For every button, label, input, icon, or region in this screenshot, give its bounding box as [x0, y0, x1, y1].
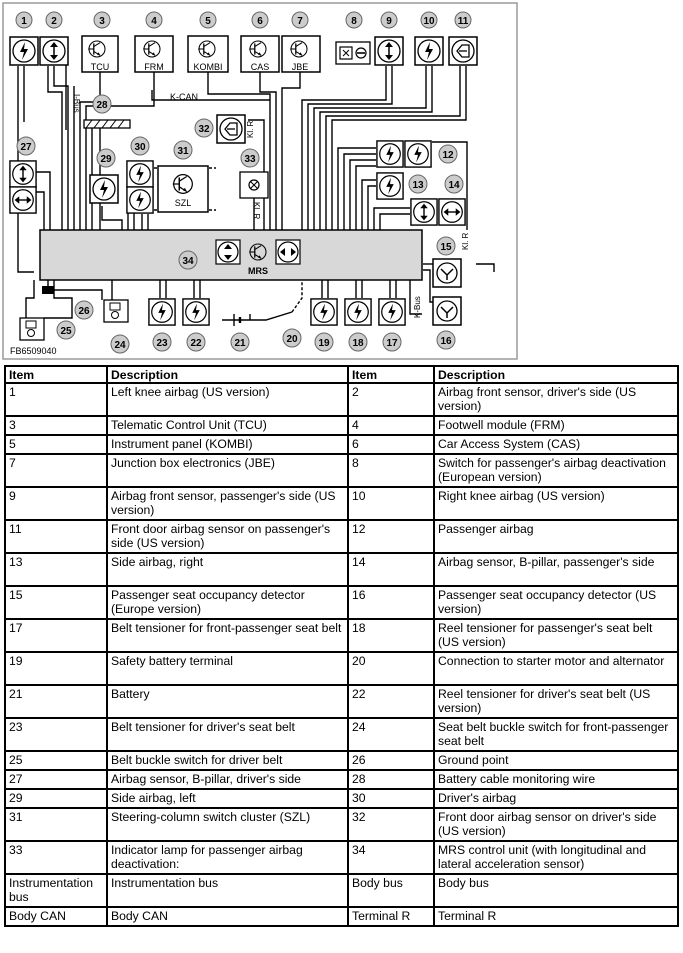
right-side-airbag-icon — [377, 173, 403, 199]
item-description: Front door airbag sensor on driver's side (US version) — [434, 808, 678, 841]
item-number: 13 — [5, 553, 107, 586]
callout-20 — [283, 329, 301, 347]
item-number: 31 — [5, 808, 107, 841]
mrs-control-unit — [40, 230, 422, 280]
legend-row — [5, 770, 678, 789]
passenger-b-pillar-sensor-v-icon — [411, 199, 437, 225]
item-description: Passenger seat occupancy detector (Europe version) — [107, 586, 348, 619]
svg-text:9: 9 — [386, 16, 392, 27]
item-description: Seat belt buckle switch for front-passenger seat belt — [434, 718, 678, 751]
item-number: 6 — [348, 435, 434, 454]
callout-21 — [231, 333, 249, 351]
svg-text:5: 5 — [205, 16, 211, 27]
legend-row — [5, 789, 678, 808]
callout-23 — [153, 333, 171, 351]
legend-row — [5, 435, 678, 454]
passenger-front-sensor-icon — [375, 37, 403, 65]
passenger-buckle-switch-icon — [104, 300, 128, 322]
item-description: Car Access System (CAS) — [434, 435, 678, 454]
right-knee-airbag-icon — [415, 37, 443, 65]
svg-text:10: 10 — [423, 16, 435, 27]
airbag-off-lamp-icon — [240, 172, 268, 198]
svg-text:22: 22 — [190, 338, 202, 349]
callout-27 — [17, 137, 35, 155]
svg-text:20: 20 — [286, 334, 298, 345]
item-description: Telematic Control Unit (TCU) — [107, 416, 348, 435]
svg-text:11: 11 — [457, 16, 469, 27]
callout-22 — [187, 333, 205, 351]
item-description: Front door airbag sensor on passenger's side (US version) — [107, 520, 348, 553]
item-number: 10 — [348, 487, 434, 520]
legend-header-row — [5, 366, 678, 383]
callout-3 — [94, 12, 110, 28]
item-number: Body CAN — [5, 907, 107, 926]
item-number: Terminal R — [348, 907, 434, 926]
callout-7 — [292, 12, 308, 28]
callout-17 — [383, 333, 401, 351]
svg-text:13: 13 — [412, 180, 424, 191]
passenger-airbag-icon-b — [405, 141, 431, 167]
svg-text:28: 28 — [96, 100, 108, 111]
legend-row — [5, 454, 678, 487]
szl-module — [158, 166, 208, 212]
item-number: 3 — [5, 416, 107, 435]
i-bus-label: I-Bus — [72, 94, 81, 113]
callout-29 — [97, 149, 115, 167]
legend-row — [5, 907, 678, 926]
frm-module — [135, 36, 173, 72]
legend-row — [5, 586, 678, 619]
item-number: 30 — [348, 789, 434, 808]
driver-b-pillar-sensor-v-icon — [10, 161, 36, 187]
item-description: Terminal R — [434, 907, 678, 926]
cas-label: CAS — [250, 62, 270, 72]
safety-battery-terminal-icon — [311, 299, 337, 325]
header-item-1: Item — [5, 366, 107, 383]
item-description: Battery — [107, 685, 348, 718]
svg-text:23: 23 — [156, 338, 168, 349]
svg-text:21: 21 — [234, 338, 246, 349]
item-number: 20 — [348, 652, 434, 685]
jbe-module — [282, 36, 320, 72]
item-description: Driver's airbag — [434, 789, 678, 808]
item-description: Airbag front sensor, driver's side (US version) — [434, 383, 678, 416]
item-number: 23 — [5, 718, 107, 751]
callout-30 — [131, 137, 149, 155]
legend-row — [5, 841, 678, 874]
item-description: Right knee airbag (US version) — [434, 487, 678, 520]
callout-26 — [75, 301, 93, 319]
passenger-airbag-switch-icon — [336, 42, 370, 64]
szl-label: SZL — [174, 198, 192, 208]
item-number: 1 — [5, 383, 107, 416]
callout-34 — [179, 251, 197, 269]
legend-row — [5, 652, 678, 685]
item-description: Switch for passenger's airbag deactivation (European version) — [434, 454, 678, 487]
callout-25 — [57, 321, 75, 339]
svg-text:15: 15 — [440, 242, 452, 253]
passenger-door-sensor-icon — [449, 37, 477, 65]
item-description: Side airbag, left — [107, 789, 348, 808]
callout-13 — [409, 175, 427, 193]
mrs-label: MRS — [248, 266, 268, 276]
passenger-b-pillar-sensor-h-icon — [439, 199, 465, 225]
svg-text:27: 27 — [20, 142, 32, 153]
battery-cable-monitor-icon — [84, 120, 130, 128]
seat-occupancy-us-icon — [433, 297, 461, 325]
legend-table — [4, 365, 679, 927]
legend-row — [5, 383, 678, 416]
left-side-airbag-icon — [90, 175, 118, 203]
driver-reel-tensioner-icon — [183, 299, 209, 325]
kombi-module — [188, 36, 228, 72]
item-description: MRS control unit (with longitudinal and lateral acceleration sensor) — [434, 841, 678, 874]
item-description: Airbag sensor, B-pillar, passenger's side — [434, 553, 678, 586]
item-description: Instrument panel (KOMBI) — [107, 435, 348, 454]
item-number: 22 — [348, 685, 434, 718]
svg-text:31: 31 — [177, 146, 189, 157]
callout-28 — [93, 95, 111, 113]
item-number: 2 — [348, 383, 434, 416]
item-number: 8 — [348, 454, 434, 487]
svg-text:14: 14 — [448, 180, 460, 191]
item-description: Battery cable monitoring wire — [434, 770, 678, 789]
jbe-label: JBE — [291, 62, 309, 72]
callout-24 — [111, 335, 129, 353]
callout-8 — [346, 12, 362, 28]
item-description: Passenger seat occupancy detector (US version) — [434, 586, 678, 619]
svg-text:8: 8 — [351, 16, 357, 27]
item-number: 34 — [348, 841, 434, 874]
item-number: Instrumentation bus — [5, 874, 107, 907]
driver-front-sensor-icon — [40, 37, 68, 65]
header-description-2: Description — [434, 366, 678, 383]
callout-11 — [455, 12, 471, 28]
item-number: 9 — [5, 487, 107, 520]
item-number: 17 — [5, 619, 107, 652]
svg-text:30: 30 — [134, 142, 146, 153]
item-description: Body bus — [434, 874, 678, 907]
callout-19 — [315, 333, 333, 351]
k-bus-label: K-Bus — [413, 296, 422, 318]
legend-row — [5, 520, 678, 553]
k-can-label: K-CAN — [170, 92, 199, 102]
legend-row — [5, 751, 678, 770]
item-number: 5 — [5, 435, 107, 454]
driver-belt-tensioner-icon — [149, 299, 175, 325]
driver-airbag-icon-b — [127, 187, 153, 213]
svg-text:17: 17 — [386, 338, 398, 349]
svg-text:26: 26 — [78, 306, 90, 317]
item-number: 28 — [348, 770, 434, 789]
legend-row — [5, 718, 678, 751]
item-number: 32 — [348, 808, 434, 841]
callout-31 — [174, 141, 192, 159]
legend-row — [5, 808, 678, 841]
item-number: 19 — [5, 652, 107, 685]
svg-text:7: 7 — [297, 16, 303, 27]
item-description: Reel tensioner for driver's seat belt (US version) — [434, 685, 678, 718]
tcu-module — [82, 36, 118, 72]
passenger-reel-tensioner-icon — [345, 299, 371, 325]
item-description: Belt buckle switch for driver belt — [107, 751, 348, 770]
item-description: Airbag front sensor, passenger's side (US version) — [107, 487, 348, 520]
callout-16 — [437, 331, 455, 349]
callout-15 — [437, 237, 455, 255]
callout-6 — [252, 12, 268, 28]
item-number: 33 — [5, 841, 107, 874]
item-number: 7 — [5, 454, 107, 487]
item-description: Left knee airbag (US version) — [107, 383, 348, 416]
svg-text:16: 16 — [440, 336, 452, 347]
header-description-1: Description — [107, 366, 348, 383]
svg-text:1: 1 — [21, 16, 27, 27]
driver-buckle-switch-icon — [20, 318, 44, 340]
driver-airbag-icon-a — [127, 161, 153, 187]
left-knee-airbag-icon — [10, 37, 38, 65]
item-number: 4 — [348, 416, 434, 435]
kl-r-label-1: Kl. R — [246, 120, 255, 138]
item-number: 25 — [5, 751, 107, 770]
kl-r-label-2: Kl. R — [252, 202, 261, 220]
callout-9 — [381, 12, 397, 28]
item-number: Body bus — [348, 874, 434, 907]
figure-code: FB6509040 — [10, 346, 57, 356]
item-description: Ground point — [434, 751, 678, 770]
item-number: 24 — [348, 718, 434, 751]
item-description: Belt tensioner for driver's seat belt — [107, 718, 348, 751]
callout-4 — [146, 12, 162, 28]
item-description: Safety battery terminal — [107, 652, 348, 685]
item-description: Body CAN — [107, 907, 348, 926]
svg-text:19: 19 — [318, 338, 330, 349]
ground-point-icon — [42, 286, 54, 294]
callout-32 — [195, 119, 213, 137]
legend-row — [5, 553, 678, 586]
item-number: 29 — [5, 789, 107, 808]
svg-text:6: 6 — [257, 16, 263, 27]
item-number: 11 — [5, 520, 107, 553]
item-number: 27 — [5, 770, 107, 789]
callout-10 — [421, 12, 437, 28]
item-description: Passenger airbag — [434, 520, 678, 553]
svg-text:24: 24 — [114, 340, 126, 351]
svg-text:4: 4 — [151, 16, 157, 27]
item-number: 15 — [5, 586, 107, 619]
driver-b-pillar-sensor-h-icon — [10, 187, 36, 213]
item-description: Junction box electronics (JBE) — [107, 454, 348, 487]
kombi-label: KOMBI — [193, 62, 223, 72]
callout-2 — [46, 12, 62, 28]
svg-text:25: 25 — [60, 326, 72, 337]
passenger-airbag-icon-a — [377, 141, 403, 167]
callout-5 — [200, 12, 216, 28]
tcu-label: TCU — [90, 62, 110, 72]
seat-occupancy-eu-icon — [433, 259, 461, 287]
frm-label: FRM — [144, 62, 164, 72]
svg-text:32: 32 — [198, 124, 210, 135]
legend-row — [5, 874, 678, 907]
legend-row — [5, 619, 678, 652]
svg-text:12: 12 — [442, 150, 454, 161]
passenger-belt-tensioner-icon — [379, 299, 405, 325]
item-description: Belt tensioner for front-passenger seat belt — [107, 619, 348, 652]
item-description: Steering-column switch cluster (SZL) — [107, 808, 348, 841]
svg-text:2: 2 — [51, 16, 57, 27]
wiring-diagram — [2, 2, 518, 360]
svg-text:34: 34 — [182, 256, 194, 267]
callout-1 — [16, 12, 32, 28]
item-number: 14 — [348, 553, 434, 586]
svg-text:29: 29 — [100, 154, 112, 165]
callout-12 — [439, 145, 457, 163]
item-description: Side airbag, right — [107, 553, 348, 586]
item-description: Indicator lamp for passenger airbag deactivation: — [107, 841, 348, 874]
item-description: Instrumentation bus — [107, 874, 348, 907]
svg-text:18: 18 — [352, 338, 364, 349]
legend-row — [5, 685, 678, 718]
header-item-2: Item — [348, 366, 434, 383]
item-description: Airbag sensor, B-pillar, driver's side — [107, 770, 348, 789]
item-description: Connection to starter motor and alternator — [434, 652, 678, 685]
item-description: Footwell module (FRM) — [434, 416, 678, 435]
svg-text:3: 3 — [99, 16, 105, 27]
cas-module — [241, 36, 279, 72]
item-number: 26 — [348, 751, 434, 770]
item-number: 21 — [5, 685, 107, 718]
kl-r-label-3: Kl. R — [461, 232, 470, 250]
callout-33 — [241, 149, 259, 167]
item-number: 16 — [348, 586, 434, 619]
driver-door-sensor-icon — [217, 115, 245, 143]
item-number: 18 — [348, 619, 434, 652]
callout-18 — [349, 333, 367, 351]
callout-14 — [445, 175, 463, 193]
svg-text:33: 33 — [244, 154, 256, 165]
legend-row — [5, 416, 678, 435]
item-description: Reel tensioner for passenger's seat belt (US version) — [434, 619, 678, 652]
item-number: 12 — [348, 520, 434, 553]
legend-row — [5, 487, 678, 520]
